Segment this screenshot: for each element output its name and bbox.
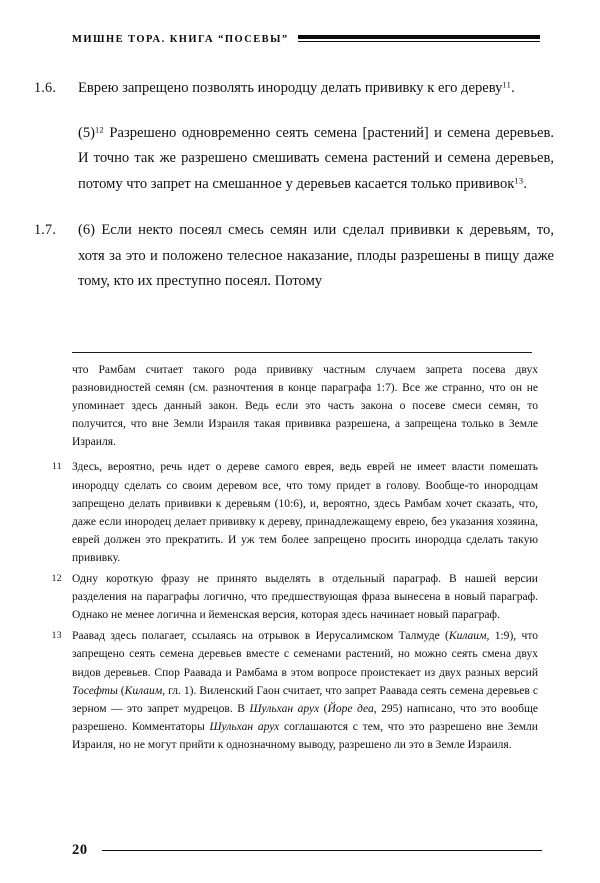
footnote-ref-12[interactable]: 12 [95,125,105,135]
paragraph-text: (5) [78,124,96,141]
footnote-text: Одну короткую фразу не принято выделять в отдельный параграф. В нашей версии разделения на параграфы логично, что предшествующая фраза вынесена в новый параграф. Однако не менее логична и йеменская версия, которая здесь начинает новый параграф. [72,573,538,622]
running-head-title: МИШНЕ ТОРА. КНИГА “ПОСЕВЫ” [72,33,289,45]
paragraph-text-tail: . [523,175,527,192]
footnote-ref-13[interactable]: 13 [514,176,524,186]
paragraph: (6) Если некто посеял смесь семян или сделал прививки к деревьям, то, хотя за это и положено телесное наказание, плоды разрешены в пищу даже тому, кто их преступно посеял. Потому [78,222,554,289]
footnote-text [72,627,538,754]
footnote-title-italic: Тосефты [72,684,118,697]
halakha-1-7 [34,218,554,295]
footnote-run: ( [319,702,328,715]
footnote-ref-11[interactable]: 11 [502,80,512,90]
running-head-rule [298,35,540,44]
halakha-number: 1.7. [34,222,57,238]
paragraph [78,76,554,102]
footnote-item-11 [38,458,538,567]
running-head [72,28,540,50]
footnote-run: , 1:9), что запрещено сеять семена деревьев вместе с семенами растений, но можно сеять смена двух видов деревьев. Спор Раавада и Рамбама в этом вопросе проистекает из двух разных версий [72,630,539,679]
halakha-content [78,218,554,295]
footnote-item-12 [38,570,538,624]
footnote-run: ( [117,684,125,697]
footnotes-block [38,361,538,757]
footnote-continuation-text: что Рамбам считает такого рода прививку частным случаем запрета посева двух разновидностей семян (см. разночтения в конце параграфа 1:7). Все же странно, что он не упоминает здесь данный закон. Ведь если это часть закона о посеве смеси семян, то получится, что вне Земли Израиля такая прививка разрешена, а запрещена только в Земле Израиля. [72,364,538,449]
paragraph [78,121,554,198]
footnote-run: соглашаются с тем, что это разрешено вне Земли Израиля, но не могут прийти к однозначному выводу, разрешено ли это в Земле Израиля. [72,720,538,751]
footnote-separator-rule [72,352,532,353]
footnote-item-13 [38,627,538,754]
paragraph-text-tail: . [511,80,515,96]
footnote-title-italic: Шульхан арух [209,720,280,733]
paragraph-text-mid: Разрешено одновременно сеять семена [растений] и семена деревьев. И точно так же разрешено смешивать семена растений и семена деревьев, потому что запрет на смешанное у деревьев касается только прививок [78,124,554,192]
footnote-continuation [38,361,538,451]
folio-rule [102,850,542,852]
footnote-title-italic: Килаим [448,630,487,643]
halakha-1-6 [34,76,554,197]
footnote-run: Раавад здесь полагает, ссылаясь на отрывок в Иерусалимском Талмуде ( [72,630,449,643]
footnote-marker: 13 [51,630,62,642]
footnote-marker: 11 [51,461,62,473]
footnote-marker: 12 [51,573,62,585]
footnote-title-italic: Шульхан арух [249,702,320,715]
footnote-title-italic: Йоре деа [327,702,374,715]
footnote-run: , гл. 1). Виленский Гаон считает, что запрет Раавада сеять семена деревьев с зерном — это запрет мудрецов. В [72,684,538,715]
body-text [34,76,554,299]
page-number: 20 [72,842,88,858]
footnote-text: Здесь, вероятно, речь идет о дереве самого еврея, ведь еврей не имеет власти помешать инородцу сделать со своим деревом все, что тому придет в голову. Вообще-то инородцам запрещено делать прививки к деревьям (10:6), и, вероятно, здесь Рамбам хочет сказать, что, даже если инородец делает прививку к дереву, принадлежащему еврею, без указания хозяина, еврей должен это прекратить. И уж тем более запрещено просить инородца сделать такую прививку. [72,461,538,564]
halakha-content [78,76,554,197]
folio [72,842,542,859]
paragraph-text: Еврею запрещено позволять инородцу делать прививку к его дереву [78,80,503,96]
footnote-title-italic: Килаим [124,684,163,697]
halakha-number: 1.6. [34,80,57,96]
footnote-run: , 295) написано, что это вообще разрешено. Комментаторы [72,702,538,733]
